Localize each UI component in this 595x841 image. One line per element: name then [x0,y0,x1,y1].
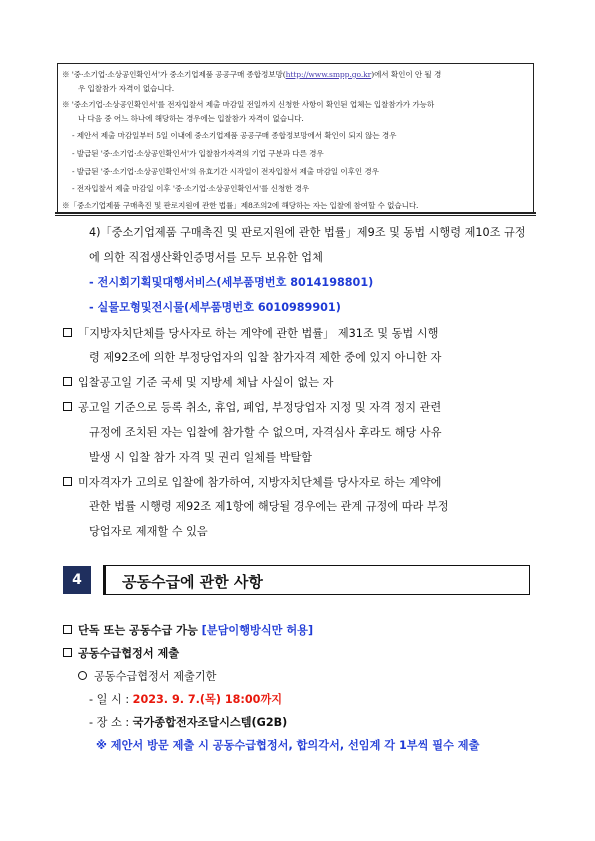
note-line-2b: 나 다음 중 어느 하나에 해당하는 경우에는 입찰참가 자격이 없습니다. [78,114,304,123]
checkbox-icon [63,402,72,411]
item4-sub-2: - 실물모형및전시물(세부품명번호 6010989901) [89,301,341,314]
joint-item-2: 공동수급협정서 제출 [63,645,179,661]
bullet-4: 미자격자가 고의로 입찰에 참가하여, 지방자치단체를 당사자로 하는 계약에 [63,474,441,490]
circle-bullet-icon [78,671,87,680]
item4-sub-1: - 전시회기획및대행서비스(세부품명번호 8014198801) [89,276,374,289]
checkbox-icon [63,328,72,337]
note-line-1b: 우 입찰참가 자격이 없습니다. [78,84,175,93]
bullet-1: 「지방자치단체를 당사자로 하는 계약에 관한 법률」 제31조 및 동법 시행 [63,325,438,341]
notice-box-border [55,212,536,214]
date-line: - 일 시 : 2023. 9. 7.(목) 18:00까지 [89,693,283,706]
item4-line-1: 4)「중소기업제품 구매촉진 및 판로지원에 관한 법률」제9조 및 동법 시행령 제10조 규정 [89,226,526,239]
place-line: - 장 소 : 국가종합전자조달시스템(G2B) [89,716,288,729]
note-detail-4: - 전자입찰서 제출 마감일 이후 '중·소기업·소상공인확인서'를 신청한 경우 [72,184,310,193]
section-title-accent [103,565,106,595]
note-detail-3: - 발급된 '중·소기업·소상공인확인서'의 유효기간 시작일이 전자입찰서 제출 마감일 이후인 경우 [72,167,379,176]
bullet-4-cont-2: 당업자로 제재할 수 있음 [89,525,208,538]
bullet-4-cont-1: 관한 법률 시행령 제92조 제1항에 해당될 경우에는 관계 규정에 따라 부정 [89,500,449,513]
section-number-badge: 4 [63,566,91,594]
bullet-1-cont: 령 제92조에 의한 부정당업자의 입찰 참가자격 제한 중에 있지 아니한 자 [89,351,442,364]
note-detail-1: - 제안서 제출 마감일부터 5일 이내에 중소기업제품 공공구매 종합정보망에서 확인이 되지 않는 경우 [72,131,397,140]
joint-item-1: 단독 또는 공동수급 가능 [분담이행방식만 허용] [63,622,313,638]
checkbox-icon [63,625,72,634]
note-line-2: ※ '중소기업·소상공인확인서'를 전자입찰서 제출 마감일 전일까지 신청한 사항이 확인된 업체는 입찰참가가 가능하 [62,100,435,109]
joint-item-3: 공동수급협정서 제출기한 [78,668,216,684]
note-detail-2: - 발급된 '중·소기업·소상공인확인서'가 입찰참가자격의 기업 구분과 다른 경우 [72,149,324,158]
notice-box-border-inner [55,215,536,216]
note-line-3: ※「중소기업제품 구매촉진 및 판로지원에 관한 법률」제8조의2에 해당하는 자는 입찰에 참여할 수 없습니다. [62,201,419,210]
bullet-3-cont-2: 발생 시 입찰 참가 자격 및 권리 일체를 박탈함 [89,451,312,464]
bullet-3: 공고일 기준으로 등록 취소, 휴업, 폐업, 부정당업자 지정 및 자격 정지 관련 [63,399,441,415]
item4-line-2: 에 의한 직접생산확인증명서를 모두 보유한 업체 [89,251,323,264]
bullet-3-cont-1: 규정에 조치된 자는 입찰에 참가할 수 없으며, 자격심사 후라도 해당 사유 [89,426,442,439]
checkbox-icon [63,477,72,486]
note-line-1: ※ '중·소기업·소상공인확인서'가 중소기업제품 공공구매 종합정보망(http://www.smpp.go.kr)에서 확인이 안 될 경 [62,70,442,79]
checkbox-icon [63,377,72,386]
section-title: 공동수급에 관한 사항 [122,573,263,591]
submission-notice: ※ 제안서 방문 제출 시 공동수급협정서, 합의각서, 선임계 각 1부씩 필수 제출 [96,739,480,752]
bullet-2: 입찰공고일 기준 국세 및 지방세 체납 사실이 없는 자 [63,374,333,390]
smpp-link[interactable]: http://www.smpp.go.kr [285,70,372,79]
checkbox-icon [63,648,72,657]
